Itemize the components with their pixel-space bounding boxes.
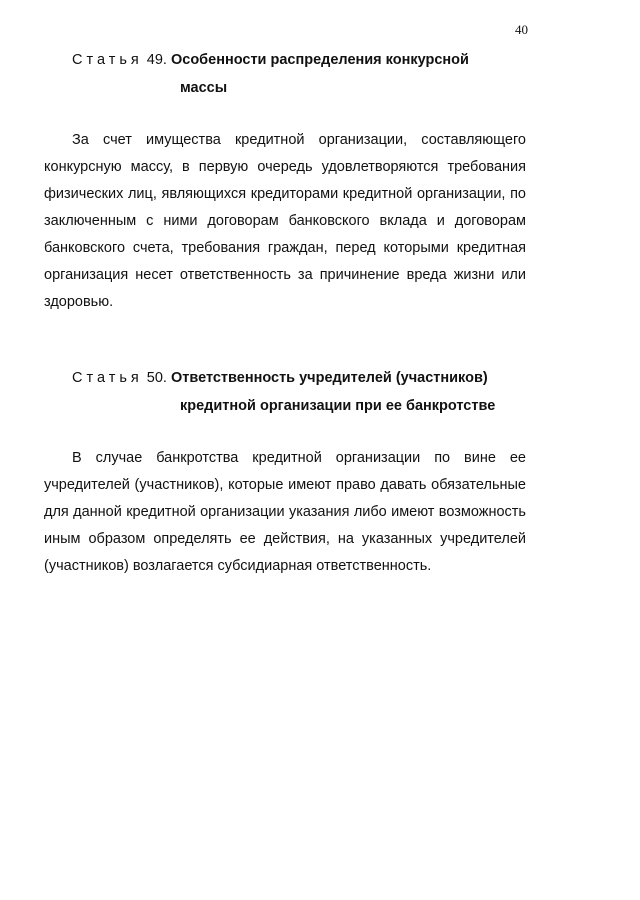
article-number: 49. bbox=[146, 52, 167, 68]
article-title-line2: кредитной организации при ее банкротстве bbox=[180, 398, 496, 414]
article-49 bbox=[44, 46, 526, 316]
article-title-line1: Ответственность учредителей (участников) bbox=[170, 370, 488, 386]
article-body: В случае банкротства кредитной организации по вине ее учредителей (участников), которые имеют право давать обязательные для данной кредитной организации указания либо имеют возможность иным образом определять ее действия, на указанных учредителей (участников) возлагается субсидиарная ответственность. bbox=[44, 450, 526, 574]
article-number: 50. bbox=[146, 370, 167, 386]
article-heading bbox=[72, 46, 532, 102]
article-heading bbox=[72, 364, 532, 420]
page-number: 40 bbox=[515, 22, 528, 37]
article-word: Статья bbox=[72, 370, 143, 386]
article-title-line2: массы bbox=[180, 80, 228, 96]
article-word: Статья bbox=[72, 52, 143, 68]
article-body: За счет имущества кредитной организации, составляющего конкурсную массу, в первую очередь удовлетворяются требования физических лиц, являющихся кредиторами кредитной организации, по заключенным с ними договорам банковского вклада и договорам банковского счета, требования граждан, перед которыми кредитная организация несет ответственность за причинение вреда жизни или здоровью. bbox=[44, 132, 526, 310]
article-50 bbox=[44, 364, 526, 580]
article-title-line1: Особенности распределения конкурсной bbox=[170, 52, 469, 68]
